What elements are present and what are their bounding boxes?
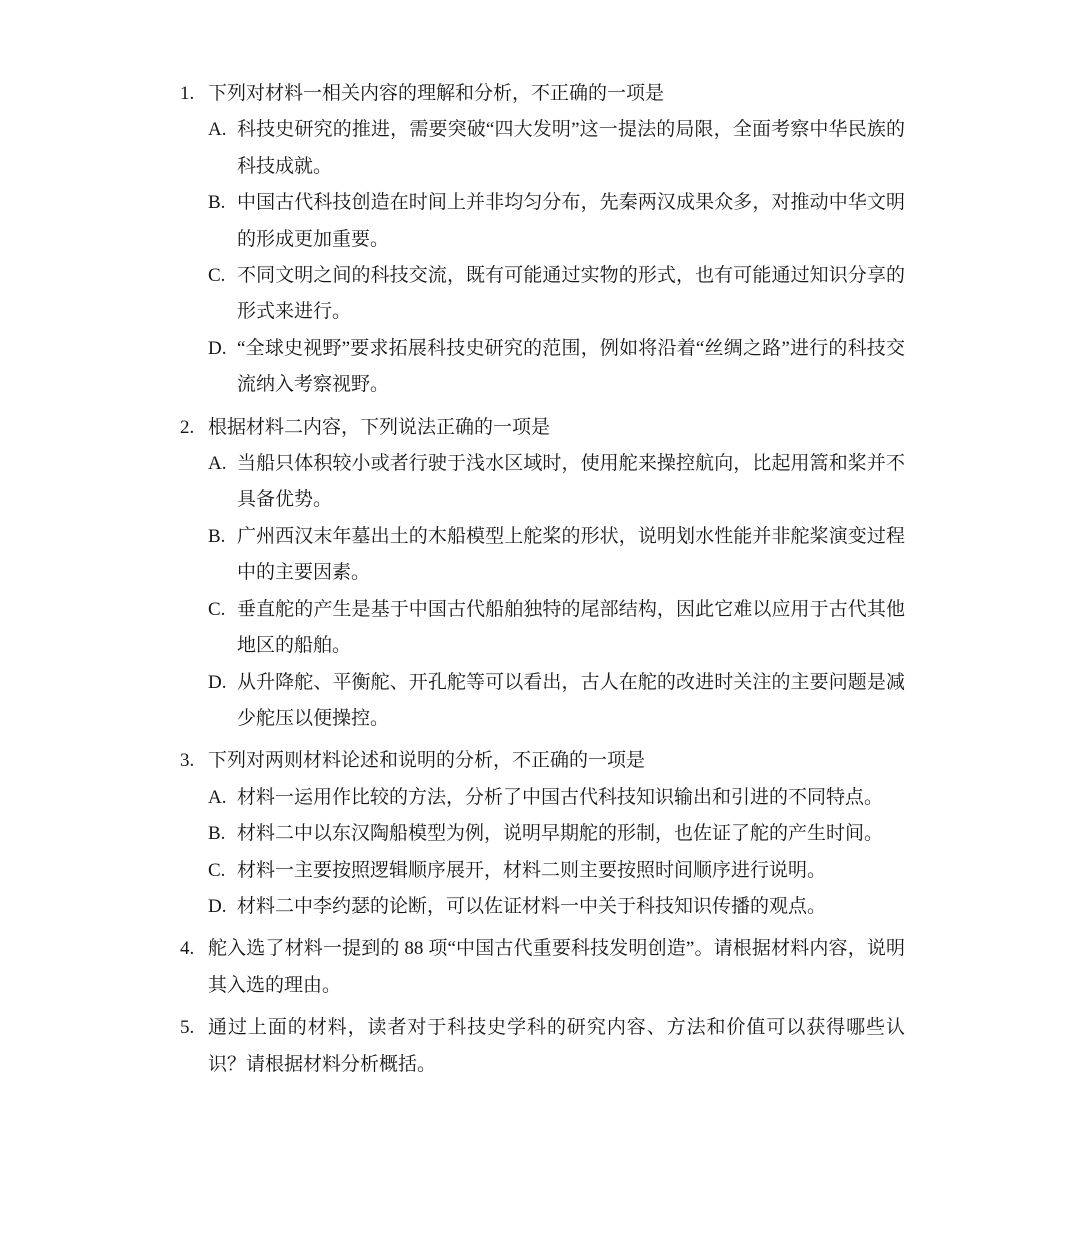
question-1-option-d-label: D. (208, 337, 227, 359)
question-2-option-b-text: 广州西汉末年墓出土的木船模型上舵桨的形状，说明划水性能并非舵桨演变过程中的主要因素。 (237, 525, 905, 584)
question-2-option-a (208, 446, 905, 519)
question-1-option-c-label: C. (208, 265, 226, 287)
question-1-option-a-text: 科技史研究的推进，需要突破“四大发明”这一提法的局限，全面考察中华民族的科技成就。 (237, 119, 905, 177)
question-2-stem-row (180, 410, 905, 446)
question-1-stem: 下列对材料一相关内容的理解和分析，不正确的一项是 (208, 83, 665, 104)
question-2-option-c-text: 垂直舵的产生是基于中国古代船舶独特的尾部结构，因此它难以应用于古代其他地区的船舶。 (237, 598, 905, 657)
question-1-option-a (208, 112, 905, 185)
question-3 (180, 743, 905, 925)
question-1-option-a-label: A. (208, 119, 227, 141)
question-3-stem-row (180, 743, 905, 779)
question-1-option-b-label: B. (208, 192, 226, 214)
question-5-stem-row (180, 1010, 905, 1083)
question-3-option-a (208, 780, 905, 816)
question-4-number: 4. (180, 938, 195, 960)
question-2-option-d-label: D. (208, 671, 227, 693)
question-5 (180, 1010, 905, 1083)
question-3-option-d-label: D. (208, 895, 227, 917)
question-1-number: 1. (180, 83, 195, 104)
question-3-option-a-text: 材料一运用作比较的方法，分析了中国古代科技知识输出和引进的不同特点。 (237, 786, 884, 808)
question-2-option-a-text: 当船只体积较小或者行驶于浅水区域时，使用舵来操控航向，比起用篙和桨并不具备优势。 (237, 453, 905, 511)
question-2-option-c-label: C. (208, 598, 226, 620)
question-2-number: 2. (180, 416, 195, 438)
question-3-option-d (208, 889, 905, 925)
question-4-stem-row (180, 931, 905, 1004)
question-1-option-b (208, 185, 905, 258)
question-2 (180, 410, 905, 738)
question-4-stem: 舵入选了材料一提到的 88 项“中国古代重要科技发明创造”。请根据材料内容，说明其入选的理由。 (208, 938, 905, 996)
question-3-options (180, 780, 905, 926)
question-4 (180, 931, 905, 1004)
question-1-option-b-text: 中国古代科技创造在时间上并非均匀分布，先秦两汉成果众多，对推动中华文明的形成更加重要。 (237, 192, 905, 250)
question-3-option-c-text: 材料一主要按照逻辑顺序展开，材料二则主要按照时间顺序进行说明。 (237, 859, 827, 881)
question-3-option-b (208, 816, 905, 852)
question-2-option-a-label: A. (208, 453, 227, 475)
question-3-option-b-label: B. (208, 823, 226, 845)
question-2-option-d (208, 665, 905, 738)
question-1 (180, 76, 905, 404)
question-5-number: 5. (180, 1017, 195, 1039)
question-2-options (180, 446, 905, 737)
question-2-option-c (208, 592, 905, 665)
question-1-options (180, 112, 905, 403)
question-1-option-d (208, 331, 905, 404)
question-3-option-c-label: C. (208, 859, 226, 881)
question-1-option-c (208, 258, 905, 331)
question-3-number: 3. (180, 750, 195, 772)
question-2-option-b-label: B. (208, 525, 226, 547)
question-3-option-c (208, 853, 905, 889)
question-5-stem: 通过上面的材料，读者对于科技史学科的研究内容、方法和价值可以获得哪些认识？请根据材料分析概括。 (208, 1017, 905, 1075)
question-2-option-b (208, 519, 905, 592)
question-3-stem: 下列对两则材料论述和说明的分析，不正确的一项是 (208, 750, 646, 772)
question-1-option-d-text: “全球史视野”要求拓展科技史研究的范围，例如将沿着“丝绸之路”进行的科技交流纳入考察视野。 (237, 337, 905, 396)
question-1-option-c-text: 不同文明之间的科技交流，既有可能通过实物的形式，也有可能通过知识分享的形式来进行。 (237, 265, 905, 323)
question-3-option-a-label: A. (208, 786, 227, 808)
question-3-option-b-text: 材料二中以东汉陶船模型为例，说明早期舵的形制，也佐证了舵的产生时间。 (237, 823, 884, 845)
question-3-option-d-text: 材料二中李约瑟的论断，可以佐证材料一中关于科技知识传播的观点。 (237, 895, 827, 917)
question-1-stem-row (180, 76, 905, 112)
question-2-stem: 根据材料二内容，下列说法正确的一项是 (208, 416, 551, 438)
question-2-option-d-text: 从升降舵、平衡舵、开孔舵等可以看出，古人在舵的改进时关注的主要问题是减少舵压以便操控。 (237, 671, 905, 729)
